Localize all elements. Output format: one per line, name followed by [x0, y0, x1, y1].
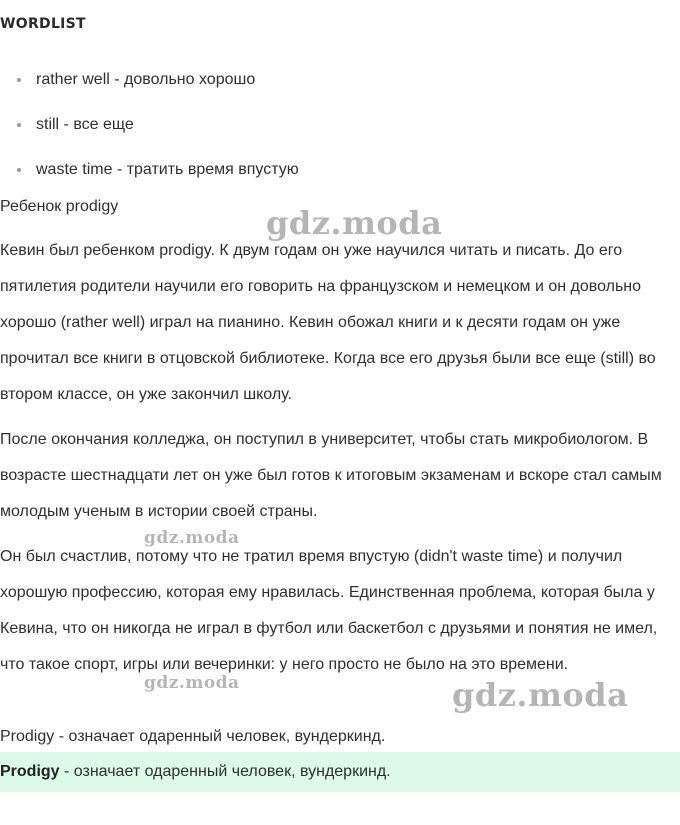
highlight-text: - означает одаренный человек, вундеркинд. — [59, 763, 391, 780]
watermark: gdz.moda — [144, 673, 240, 693]
paragraph-2: После окончания колледжа, он поступил в университет, чтобы стать микробиологом. В возрасте шестнадцати лет он уже был готов к итоговым экзаменам и вскоре стал самым молодым ученым в истории своей страны. — [0, 431, 662, 520]
list-item-text: rather well - довольно хорошо — [36, 71, 256, 88]
wordlist — [0, 66, 680, 201]
watermark: gdz.moda — [144, 528, 240, 548]
list-item — [0, 66, 680, 111]
watermark: gdz.moda — [452, 676, 629, 714]
bullet-icon — [17, 78, 21, 82]
highlight-box — [0, 752, 680, 792]
text-title: Ребенок prodigy — [0, 198, 119, 215]
paragraph-3: Он был счастлив, потому что не тратил время впустую (didn't waste time) и получил хорошую профессию, которая ему нравилась. Единственная проблема, которая была у Кевина, что он никогда не играл в футбол или баскетбол с друзьями и понятия не имел, что такое спорт, игры или вечеринки: у него просто не было на это времени. — [0, 548, 658, 673]
watermark: gdz.moda — [266, 204, 443, 242]
bullet-icon — [17, 123, 21, 127]
list-item-text: waste time - тратить время впустую — [36, 161, 299, 178]
highlight-term: Prodigy — [0, 763, 60, 780]
wordlist-heading: WORDLIST — [0, 16, 86, 32]
list-item-text: still - все еще — [36, 116, 134, 133]
paragraph-4: Prodigy - означает одаренный человек, вундеркинд. — [0, 728, 386, 745]
bullet-icon — [17, 168, 21, 172]
list-item — [0, 111, 680, 156]
paragraph-1: Кевин был ребенком prodigy. К двум годам он уже научился читать и писать. До его пятилетия родители научили его говорить на французском и немецком и он довольно хорошо (rather well) играл на пианино. Кевин обожал книги и к десяти годам он уже прочитал все книги в отцовской библиотеке. Когда все его друзья были все еще (still) во втором классе, он уже закончил школу. — [0, 242, 656, 403]
